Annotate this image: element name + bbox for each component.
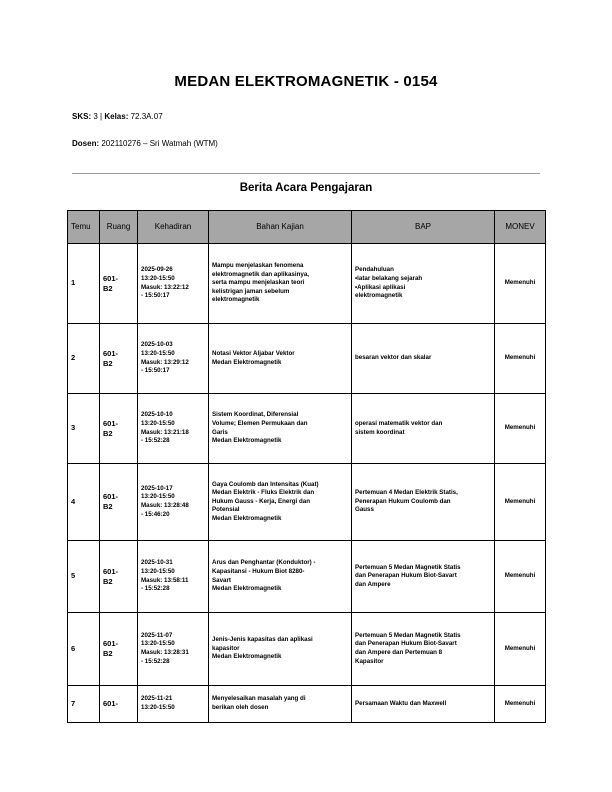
room-line: B2	[103, 428, 113, 438]
attendance-line: 13:20-15:50	[141, 704, 175, 711]
course-meta-line	[72, 112, 163, 121]
attendance-cell	[138, 541, 209, 613]
bap-line: elektromagnetik	[355, 292, 403, 300]
bap-line: Pertemuan 5 Medan Magnetik Statis	[355, 631, 461, 639]
column-header-bap: BAP	[352, 211, 495, 244]
room-line: B2	[103, 502, 113, 511]
room-cell	[100, 394, 138, 464]
study-material-line: kelistrigan jaman sebelum	[212, 287, 290, 295]
bap-line: besaran vektor dan skalar	[355, 354, 432, 362]
bap-line: Kapasitor	[355, 657, 384, 665]
study-material-line: Hukum Gauss - Kerja, Energi dan	[212, 497, 310, 505]
bap-line: sistem koordinat	[355, 428, 405, 436]
study-material-cell	[209, 541, 352, 613]
column-header-temu: Temu	[68, 211, 100, 244]
monev-status-cell: Memenuhi	[495, 464, 546, 541]
meeting-number-cell: 4	[68, 464, 100, 541]
sks-label: SKS:	[72, 112, 92, 121]
monev-status-cell: Memenuhi	[495, 613, 546, 686]
bap-line: Gauss	[355, 506, 374, 514]
meeting-number-cell: 2	[68, 324, 100, 394]
bap-line: Persamaan Waktu dan Maxwell	[355, 699, 447, 707]
attendance-line: - 15:52:28	[141, 437, 170, 445]
attendance-line: 13:20-15:50	[141, 493, 175, 501]
study-material-line: serta mampu menjelaskan teori	[212, 279, 305, 287]
room-cell	[100, 613, 138, 686]
monev-status-cell: Memenuhi	[495, 541, 546, 613]
attendance-cell	[138, 464, 209, 541]
bap-cell	[352, 394, 495, 464]
attendance-line: Masuk: 13:28:31	[141, 649, 189, 656]
study-material-line: Savart	[212, 576, 231, 584]
room-cell	[100, 244, 138, 324]
attendance-line: 2025-10-31	[141, 559, 173, 567]
study-material-line: Medan Elektromagnetik	[212, 585, 282, 593]
table-row	[68, 541, 546, 613]
bap-cell	[352, 324, 495, 394]
kelas-label: Kelas:	[104, 112, 129, 121]
attendance-cell	[138, 324, 209, 394]
bap-cell	[352, 244, 495, 324]
monev-status-cell: Memenuhi	[495, 686, 546, 723]
room-cell	[100, 464, 138, 541]
bap-line: Pertemuan 4 Medan Elektrik Statis,	[355, 489, 458, 497]
attendance-cell	[138, 613, 209, 686]
meeting-number-cell: 5	[68, 541, 100, 613]
bap-line: dan Penerapan Hukum Biot-Savart	[355, 572, 457, 580]
bap-cell	[352, 613, 495, 686]
meeting-number-cell: 3	[68, 394, 100, 464]
table-row	[68, 244, 546, 324]
bap-line: dan Ampere dan Pertemuan 8	[355, 649, 443, 656]
attendance-line: - 15:52:28	[141, 585, 170, 593]
attendance-line: 2025-09-26	[141, 266, 173, 274]
study-material-line: Mampu menjelaskan fenomena	[212, 262, 304, 270]
study-material-line: elektromagnetik dan aplikasinya,	[212, 270, 309, 278]
study-material-line: Medan Elektromagnetik	[212, 514, 282, 522]
table-row	[68, 686, 546, 723]
study-material-cell	[209, 686, 352, 723]
study-material-line: elektromagnetik	[212, 296, 260, 304]
bap-line: Pendahuluan	[355, 266, 394, 274]
dosen-value: 202110276 – Sri Watmah (WTM)	[101, 139, 218, 148]
meeting-number-cell: 6	[68, 613, 100, 686]
bap-line: dan Ampere	[355, 580, 391, 588]
study-material-cell	[209, 244, 352, 324]
bap-cell	[352, 541, 495, 613]
bap-line: Pertemuan 5 Medan Magnetik Statis	[355, 563, 461, 571]
table-header-row	[68, 211, 546, 244]
meta-separator: |	[100, 112, 103, 121]
study-material-line: Medan Elektromagnetik	[212, 653, 282, 661]
attendance-line: 13:20-15:50	[141, 567, 175, 575]
study-material-line: Kapasitansi - Hukum Biot 8280-	[212, 567, 305, 575]
dosen-label: Dosen:	[72, 139, 100, 148]
document-title: MEDAN ELEKTROMAGNETIK - 0154	[174, 73, 438, 90]
study-material-line: Menyelesaikan masalah yang di	[212, 695, 306, 703]
room-line: 601-	[103, 699, 119, 708]
study-material-cell	[209, 394, 352, 464]
study-material-line: Medan Elektromagnetik	[212, 358, 282, 366]
attendance-cell	[138, 244, 209, 324]
monev-status-cell: Memenuhi	[495, 244, 546, 324]
attendance-line: - 15:52:28	[141, 657, 170, 665]
study-material-line: kapasitor	[212, 644, 240, 652]
bap-line: operasi matematik vektor dan	[355, 419, 443, 427]
teaching-record-table	[67, 210, 546, 723]
room-line: B2	[103, 358, 113, 368]
study-material-line: Gaya Coulomb dan Intensitas (Kuat)	[212, 480, 319, 488]
room-line: 601-	[103, 566, 119, 576]
kelas-value: 72.3A.07	[130, 112, 163, 121]
section-divider	[72, 173, 540, 174]
table-row	[68, 324, 546, 394]
attendance-line: Masuk: 13:58:11	[141, 576, 189, 584]
attendance-line: 2025-10-03	[141, 341, 173, 349]
study-material-line: Medan Elektromagnetik	[212, 437, 282, 445]
attendance-line: 13:20-15:50	[141, 349, 175, 357]
column-header-monev: MONEV	[495, 211, 546, 244]
table-row	[68, 613, 546, 686]
monev-status-cell: Memenuhi	[495, 394, 546, 464]
attendance-line: 2025-10-17	[141, 484, 173, 492]
room-cell	[100, 686, 138, 723]
attendance-line: - 15:50:17	[141, 292, 170, 300]
attendance-line: 2025-10-10	[141, 411, 173, 419]
bap-cell	[352, 686, 495, 723]
study-material-line: Potensial	[212, 506, 240, 514]
room-line: B2	[103, 649, 113, 658]
attendance-cell	[138, 394, 209, 464]
attendance-line: - 15:50:17	[141, 367, 170, 375]
room-line: 601-	[103, 348, 119, 358]
study-material-line: Garis	[212, 428, 228, 436]
study-material-cell	[209, 324, 352, 394]
study-material-line: Jenis-Jenis kapasitas dan aplikasi	[212, 636, 313, 644]
attendance-line: 13:20-15:50	[141, 419, 175, 427]
room-cell	[100, 324, 138, 394]
sks-value: 3	[93, 112, 98, 121]
bap-line: •Aplikasi aplikasi	[355, 283, 406, 291]
attendance-cell	[138, 686, 209, 723]
meeting-number-cell: 7	[68, 686, 100, 723]
attendance-line: - 15:46:20	[141, 510, 170, 518]
attendance-line: 2025-11-07	[141, 631, 173, 639]
study-material-line: berikan oleh dosen	[212, 704, 269, 711]
room-line: B2	[103, 576, 113, 586]
column-header-kehadiran: Kehadiran	[138, 211, 209, 244]
room-line: B2	[103, 283, 113, 293]
column-header-bahan-kajian: Bahan Kajian	[209, 211, 352, 244]
room-line: 601-	[103, 492, 119, 501]
study-material-line: Arus dan Penghantar (Konduktor) -	[212, 559, 316, 567]
room-line: 601-	[103, 639, 119, 648]
meeting-number-cell: 1	[68, 244, 100, 324]
table-row	[68, 394, 546, 464]
bap-cell	[352, 464, 495, 541]
study-material-line: Sistem Koordinat, Diferensial	[212, 411, 299, 419]
monev-status-cell: Memenuhi	[495, 324, 546, 394]
room-cell	[100, 541, 138, 613]
bap-line: Penerapan Hukum Coulomb dan	[355, 497, 451, 505]
attendance-line: 13:20-15:50	[141, 640, 175, 648]
table-row	[68, 464, 546, 541]
attendance-line: Masuk: 13:22:12	[141, 283, 189, 291]
bap-line: dan Penerapan Hukum Biot-Savart	[355, 640, 457, 648]
lecturer-line	[72, 139, 218, 148]
attendance-line: 2025-11-21	[141, 695, 173, 703]
study-material-line: Medan Elektrik - Fluks Elektrik dan	[212, 489, 315, 497]
bap-line: •latar belakang sejarah	[355, 274, 423, 282]
room-line: 601-	[103, 418, 119, 428]
attendance-line: Masuk: 13:29:12	[141, 358, 189, 366]
attendance-line: 13:20-15:50	[141, 274, 175, 282]
study-material-line: Volume; Elemen Permukaan dan	[212, 419, 308, 427]
attendance-line: Masuk: 13:21:18	[141, 428, 189, 436]
room-line: 601-	[103, 273, 119, 283]
study-material-cell	[209, 613, 352, 686]
attendance-line: Masuk: 13:28:48	[141, 502, 189, 509]
column-header-ruang: Ruang	[100, 211, 138, 244]
study-material-line: Notasi Vektor Aljabar Vektor	[212, 349, 295, 357]
section-title: Berita Acara Pengajaran	[239, 182, 373, 194]
study-material-cell	[209, 464, 352, 541]
